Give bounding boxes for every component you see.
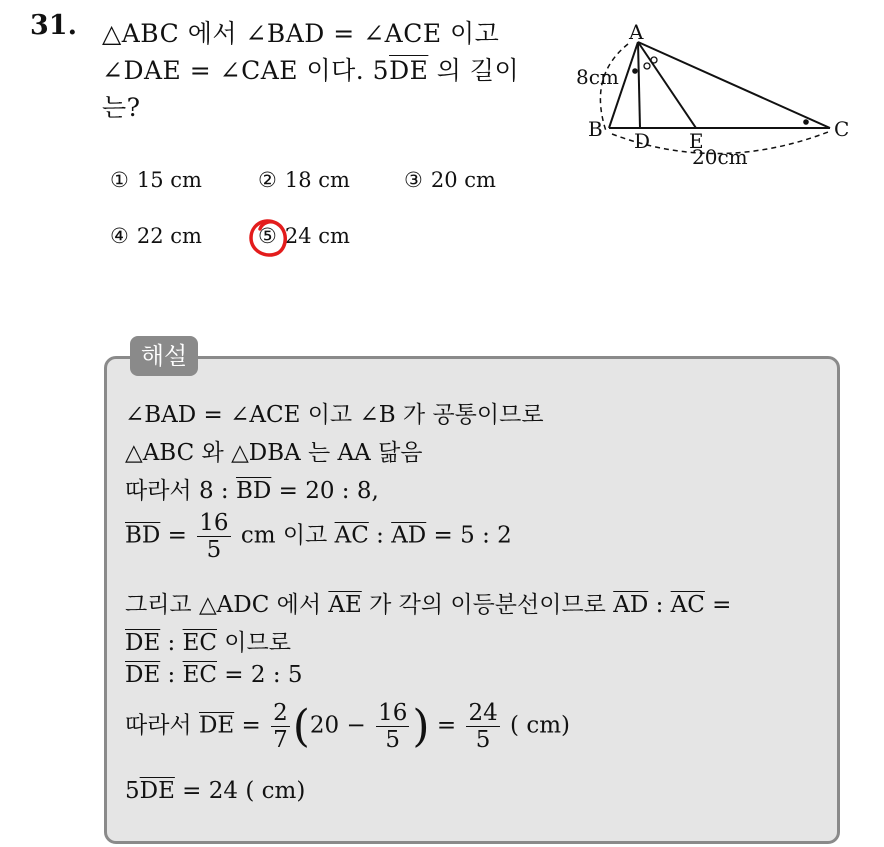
length-bc: 20cm [692,145,748,169]
choice-text: 18 cm [284,168,350,192]
choice-text: 20 cm [430,168,496,192]
text: : [160,630,183,656]
choice-text: 22 cm [136,224,202,248]
segment-de: $\overline{DE}$ [139,778,175,804]
label-a: A [629,20,644,44]
choice-number: ③ [404,168,423,192]
question-text-line1: △ABC 에서 ∠BAD = ∠ACE 이고 [102,19,500,48]
denominator: 7 [273,727,288,753]
solution-line8 [125,700,570,753]
choice-3[interactable] [404,168,496,192]
choice-text: 24 cm [284,224,350,248]
choice-text: 15 cm [136,168,202,192]
solution-line3 [125,472,379,505]
segment-de: $\overline{DE}$ [389,56,429,85]
text: = [234,712,269,739]
label-c: C [834,117,850,141]
question-text-part: 의 길이 [428,56,520,85]
text: cm 이고 [233,522,335,549]
label-e: E [689,129,704,153]
denominator: 5 [385,727,401,753]
segment-ec: $\overline{EC}$ [182,662,217,688]
solution-line6 [125,624,291,657]
left-paren: ( [292,701,310,752]
segment-de: $\overline{DE}$ [125,662,161,688]
text: = 20 : 8, [271,478,379,504]
segment-ac: $\overline{AC}$ [670,592,705,618]
segment-ec: $\overline{EC}$ [182,630,217,656]
label-d: D [634,129,651,153]
denominator: 5 [206,537,222,563]
angle-dot-bad [632,68,638,74]
triangle-figure [568,16,858,176]
segment-ad: $\overline{AD}$ [391,522,427,549]
text: = [160,522,195,549]
segment-de: $\overline{DE}$ [198,712,235,739]
solution-tag: 해설 [130,336,198,376]
choice-4[interactable] [110,224,202,248]
solution-line2: △ABC 와 △DBA 는 AA 닮음 [125,440,423,466]
angle-mark-cae [651,57,657,63]
choice-number: ④ [110,224,129,248]
text: = 5 : 2 [426,522,512,549]
segment-ad [638,42,640,128]
text: = 24 ( cm) [174,778,306,804]
fraction-16-5 [197,510,230,563]
fraction-2-7 [271,700,290,753]
fraction-16-5 [376,700,409,753]
segment-bd: $\overline{BD}$ [235,478,272,504]
text: = [704,592,732,618]
numerator: 16 [378,700,408,726]
text: 따라서 [125,712,199,739]
fraction-24-5 [466,700,499,753]
right-paren: ) [412,701,430,752]
question-text-part: ∠DAE = ∠CAE 이다. 5 [102,56,390,85]
text: 5 [125,778,140,804]
choice-number: ⑤ [258,224,277,248]
angle-mark-dae [644,63,650,69]
segment-ad: $\overline{AD}$ [613,592,649,618]
label-b: B [588,117,603,141]
text: ( cm) [502,712,570,739]
length-ab: 8cm [576,65,619,89]
numerator: 16 [199,510,229,536]
text: = 2 : 5 [217,662,303,688]
question-text-line3: 는? [102,93,141,122]
text: 이므로 [217,630,291,656]
solution-line4 [125,510,512,563]
question-text-line2 [102,51,519,87]
text: 20 − [309,712,374,739]
numerator: 2 [273,700,288,726]
solution-line1: ∠BAD = ∠ACE 이고 ∠B 가 공통이므로 [125,402,544,428]
denominator: 5 [475,727,491,753]
choice-2[interactable] [258,168,350,192]
solution-line7 [125,662,303,688]
choice-number: ① [110,168,129,192]
choice-1[interactable] [110,168,202,192]
numerator: 24 [468,700,498,726]
text: : [160,662,183,688]
text: : [648,592,671,618]
solution-line5 [125,586,731,619]
segment-bd: $\overline{BD}$ [125,522,161,549]
text: : [368,522,392,549]
answer-circle-mark [246,215,292,261]
solution-line9 [125,778,305,804]
text: = [429,712,464,739]
text: 가 각의 이등분선이므로 [361,592,614,618]
segment-ae: $\overline{AE}$ [328,592,362,618]
text: 그리고 △ADC 에서 [125,592,329,618]
text: 따라서 8 : [125,478,236,504]
choice-number: ② [258,168,277,192]
segment-de: $\overline{DE}$ [125,630,161,656]
angle-dot-ace [803,119,809,125]
question-number: 31. [30,10,77,41]
segment-ac: $\overline{AC}$ [334,522,369,549]
